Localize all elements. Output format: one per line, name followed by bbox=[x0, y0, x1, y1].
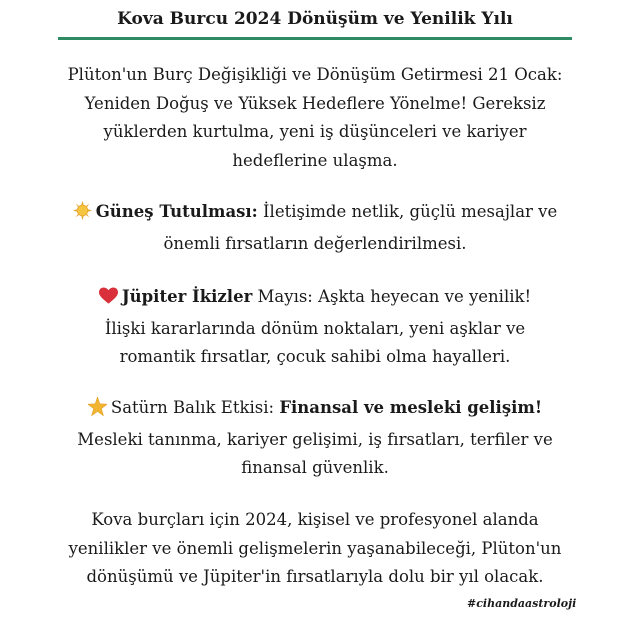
jupiter-heading: Jüpiter İkizler bbox=[121, 287, 253, 306]
heart-icon bbox=[99, 286, 118, 315]
conclusion-line-1: Kova burçları için 2024, kişisel ve profesyonel alanda bbox=[91, 510, 539, 529]
sun-eclipse-text-2: önemli fırsatların değerlendirilmesi. bbox=[163, 233, 467, 253]
jupiter-text-3: romantik fırsatlar, çocuk sahibi olma hayalleri. bbox=[119, 347, 511, 366]
conclusion-paragraph bbox=[0, 506, 630, 592]
jupiter-text-1: Mayıs: Aşkta heyecan ve yenilik! bbox=[252, 287, 532, 306]
intro-line-1: Plüton'un Burç Değişikliği ve Dönüşüm Getirmesi 21 Ocak: bbox=[67, 65, 563, 84]
title-underline bbox=[58, 37, 572, 40]
sun-eclipse-heading: Güneş Tutulması: bbox=[95, 202, 258, 221]
hashtag: #cihandaastroloji bbox=[467, 597, 577, 610]
jupiter-text-2: İlişki kararlarında dönüm noktaları, yeni aşklar ve bbox=[104, 318, 526, 338]
page-title: Kova Burcu 2024 Dönüşüm ve Yenilik Yılı bbox=[117, 9, 513, 29]
conclusion-line-3: dönüşümü ve Jüpiter'in fırsatlarıyla dolu bir yıl olacak. bbox=[86, 567, 544, 586]
intro-paragraph bbox=[0, 61, 630, 175]
saturn-heading: Finansal ve mesleki gelişim! bbox=[279, 398, 543, 417]
intro-line-3: yüklerden kurtulma, yeni iş düşünceleri ve kariyer bbox=[103, 122, 527, 141]
saturn-paragraph bbox=[0, 394, 630, 483]
intro-line-2: Yeniden Doğuş ve Yüksek Hedeflere Yönelme! Gereksiz bbox=[84, 93, 546, 113]
saturn-text-3: finansal güvenlik. bbox=[241, 458, 389, 477]
saturn-intro: Satürn Balık Etkisi: bbox=[110, 398, 280, 417]
jupiter-paragraph bbox=[0, 283, 630, 372]
sun-icon bbox=[73, 201, 92, 230]
sun-eclipse-text-1: İletişimde netlik, güçlü mesajlar ve bbox=[257, 202, 558, 221]
saturn-text-2: Mesleki tanınma, kariyer gelişimi, iş fırsatları, terfiler ve bbox=[77, 429, 553, 449]
intro-line-4: hedeflerine ulaşma. bbox=[232, 150, 398, 170]
conclusion-line-2: yenilikler ve önemli gelişmelerin yaşanabileceği, Plüton'un bbox=[68, 538, 562, 558]
sun-eclipse-paragraph bbox=[0, 198, 630, 258]
star-icon bbox=[88, 397, 107, 426]
